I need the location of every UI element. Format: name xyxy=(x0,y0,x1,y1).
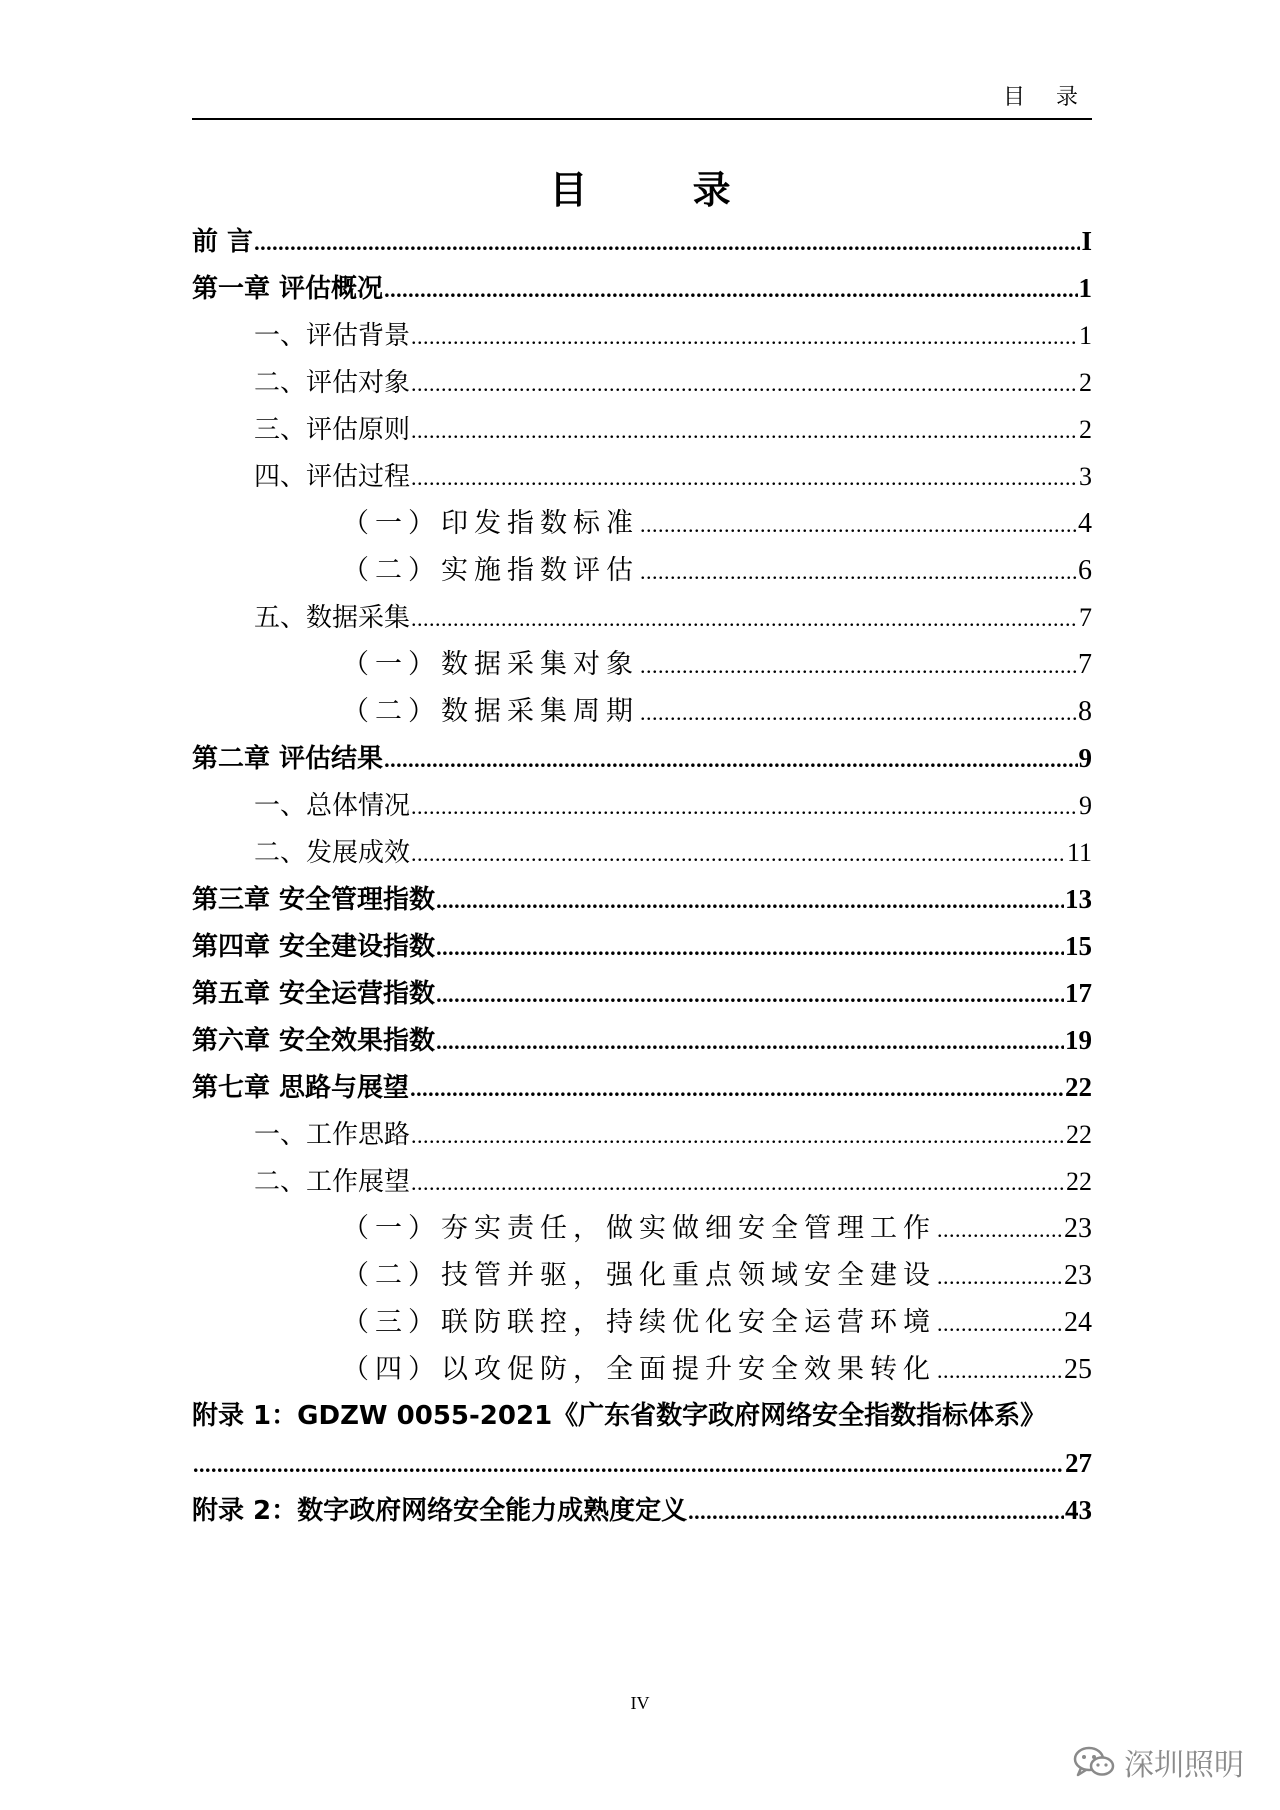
toc-entry-title: （二）技管并驱，强化重点领域安全建设 xyxy=(342,1260,936,1291)
dot-leader xyxy=(411,454,1078,501)
toc-entry-level-2[interactable] xyxy=(192,453,1092,500)
toc-entry-level-1[interactable] xyxy=(192,1017,1092,1064)
toc-page-number: 23 xyxy=(1064,1213,1092,1244)
toc-entry-title: （四）以攻促防，全面提升安全效果转化 xyxy=(342,1354,936,1385)
toc-entry-title: 三、评估原则 xyxy=(254,415,411,445)
toc-entry-level-3[interactable] xyxy=(192,500,1092,547)
toc-entry-level-3[interactable] xyxy=(192,1346,1092,1393)
toc-entry-title: 五、数据采集 xyxy=(254,603,411,633)
toc-page-number: 17 xyxy=(1065,978,1092,1008)
toc-page-number: 43 xyxy=(1065,1495,1092,1525)
toc-page-number: 15 xyxy=(1065,931,1092,961)
toc-page-number: 19 xyxy=(1065,1025,1092,1055)
dot-leader xyxy=(411,313,1078,360)
watermark xyxy=(1072,1740,1244,1784)
wechat-icon xyxy=(1072,1744,1116,1780)
toc-entry-title: 第六章 安全效果指数 xyxy=(192,1026,436,1056)
toc-page-number: 22 xyxy=(1066,1120,1092,1149)
dot-leader xyxy=(640,501,1077,548)
toc-entry-title: 二、评估对象 xyxy=(254,368,411,398)
page-title: 目 录 xyxy=(549,168,777,212)
toc-entry-level-1[interactable] xyxy=(192,1064,1092,1111)
dot-leader xyxy=(937,1253,1063,1300)
toc-entry-title: 一、评估背景 xyxy=(254,321,411,351)
toc-entry-level-1[interactable] xyxy=(192,970,1092,1017)
toc-entry-title: 二、发展成效 xyxy=(254,838,411,868)
dot-leader xyxy=(410,1065,1064,1112)
toc-entry-title: 二、工作展望 xyxy=(254,1167,411,1197)
dot-leader xyxy=(411,830,1066,877)
toc-entry-level-2[interactable] xyxy=(192,1158,1092,1205)
toc-page-number: 1 xyxy=(1078,273,1092,303)
dot-leader xyxy=(254,219,1080,266)
toc-entry-level-2[interactable] xyxy=(192,829,1092,876)
toc-entry-title: 四、评估过程 xyxy=(254,462,411,492)
toc-entry-title: （一）印发指数标准 xyxy=(342,508,639,539)
toc-page-number: 23 xyxy=(1064,1260,1092,1291)
toc-entry-level-2[interactable] xyxy=(192,1111,1092,1158)
dot-leader xyxy=(436,1018,1064,1065)
toc-entry-title: 第三章 安全管理指数 xyxy=(192,885,436,915)
toc-entry-level-1[interactable] xyxy=(192,735,1092,782)
toc-page-number: I xyxy=(1081,226,1092,256)
dot-leader xyxy=(411,360,1078,407)
dot-leader xyxy=(411,407,1078,454)
dot-leader xyxy=(436,877,1064,924)
toc-page-number: 4 xyxy=(1078,508,1092,539)
toc-entry-level-2[interactable] xyxy=(192,312,1092,359)
toc-page-number: 25 xyxy=(1064,1354,1092,1385)
toc-entry-appendix-2[interactable] xyxy=(192,1487,1092,1534)
toc-page-number: 22 xyxy=(1065,1072,1092,1102)
toc-entry-title: 附录 2：数字政府网络安全能力成熟度定义 xyxy=(192,1496,688,1526)
toc-page-number: 8 xyxy=(1078,696,1092,727)
toc-page-number: 11 xyxy=(1066,838,1092,867)
toc-entry-title: （二）实施指数评估 xyxy=(342,555,639,586)
toc-entry-title: 前 言 xyxy=(192,227,254,257)
dot-leader xyxy=(411,595,1078,642)
toc-entry-level-3[interactable] xyxy=(192,547,1092,594)
dot-leader xyxy=(193,1441,1064,1488)
page-number: IV xyxy=(630,1693,650,1713)
toc-entry-title: （三）联防联控，持续优化安全运营环境 xyxy=(342,1307,936,1338)
toc-entry-level-1[interactable] xyxy=(192,876,1092,923)
toc-entry-level-2[interactable] xyxy=(192,359,1092,406)
toc-page-number: 22 xyxy=(1066,1167,1092,1196)
toc-page-number: 6 xyxy=(1078,555,1092,586)
watermark-text: 深圳照明 xyxy=(1124,1748,1244,1783)
toc-page-number: 7 xyxy=(1079,603,1092,632)
toc-page-number: 3 xyxy=(1079,462,1092,491)
toc-page-number: 1 xyxy=(1079,321,1092,350)
toc-entry-level-1[interactable] xyxy=(192,218,1092,265)
toc-page-number: 7 xyxy=(1078,649,1092,680)
toc-entry-title: 第一章 评估概况 xyxy=(192,274,384,304)
dot-leader xyxy=(937,1206,1063,1253)
running-header: 目 录 xyxy=(1003,85,1090,110)
toc-entry-level-2[interactable] xyxy=(192,782,1092,829)
toc-page-number: 27 xyxy=(1065,1448,1092,1478)
toc-entry-level-3[interactable] xyxy=(192,1252,1092,1299)
toc-entry-appendix-1-leader[interactable] xyxy=(192,1440,1092,1487)
toc-entry-level-3[interactable] xyxy=(192,1299,1092,1346)
toc-page-number: 2 xyxy=(1079,415,1092,444)
toc-entry-title: 第五章 安全运营指数 xyxy=(192,979,436,1009)
dot-leader xyxy=(384,736,1077,783)
dot-leader xyxy=(688,1488,1064,1535)
dot-leader xyxy=(411,1112,1065,1159)
toc-entry-level-3[interactable] xyxy=(192,688,1092,735)
toc-entry-title: 一、总体情况 xyxy=(254,791,411,821)
toc-entry-level-2[interactable] xyxy=(192,406,1092,453)
dot-leader xyxy=(384,266,1077,313)
dot-leader xyxy=(411,783,1078,830)
toc-entry-title: （一）数据采集对象 xyxy=(342,649,639,680)
dot-leader xyxy=(436,971,1064,1018)
dot-leader xyxy=(411,1159,1065,1206)
toc-page-number: 9 xyxy=(1078,743,1092,773)
toc-entry-title: （一）夯实责任，做实做细安全管理工作 xyxy=(342,1213,936,1244)
toc-entry-title: （二）数据采集周期 xyxy=(342,696,639,727)
toc-entry-title: 第二章 评估结果 xyxy=(192,744,384,774)
table-of-contents xyxy=(192,218,1092,1534)
toc-entry-level-1[interactable] xyxy=(192,923,1092,970)
toc-entry-level-3[interactable] xyxy=(192,1205,1092,1252)
dot-leader xyxy=(937,1300,1063,1347)
toc-entry-title: 第四章 安全建设指数 xyxy=(192,932,436,962)
dot-leader xyxy=(436,924,1064,971)
toc-page-number: 24 xyxy=(1064,1307,1092,1338)
toc-entry-title: 第七章 思路与展望 xyxy=(192,1073,410,1103)
toc-entry-level-2[interactable] xyxy=(192,594,1092,641)
toc-entry-level-3[interactable] xyxy=(192,641,1092,688)
toc-entry-level-1[interactable] xyxy=(192,265,1092,312)
dot-leader xyxy=(640,642,1077,689)
dot-leader xyxy=(640,548,1077,595)
toc-page-number: 2 xyxy=(1079,368,1092,397)
toc-page-number: 13 xyxy=(1065,884,1092,914)
toc-entry-appendix-1-title[interactable]: 附录 1：GDZW 0055-2021《广东省数字政府网络安全指数指标体系》 xyxy=(192,1401,1047,1431)
dot-leader xyxy=(640,689,1077,736)
dot-leader xyxy=(937,1347,1063,1394)
toc-page-number: 9 xyxy=(1079,791,1092,820)
toc-entry-title: 一、工作思路 xyxy=(254,1120,411,1150)
header-rule xyxy=(192,118,1092,120)
